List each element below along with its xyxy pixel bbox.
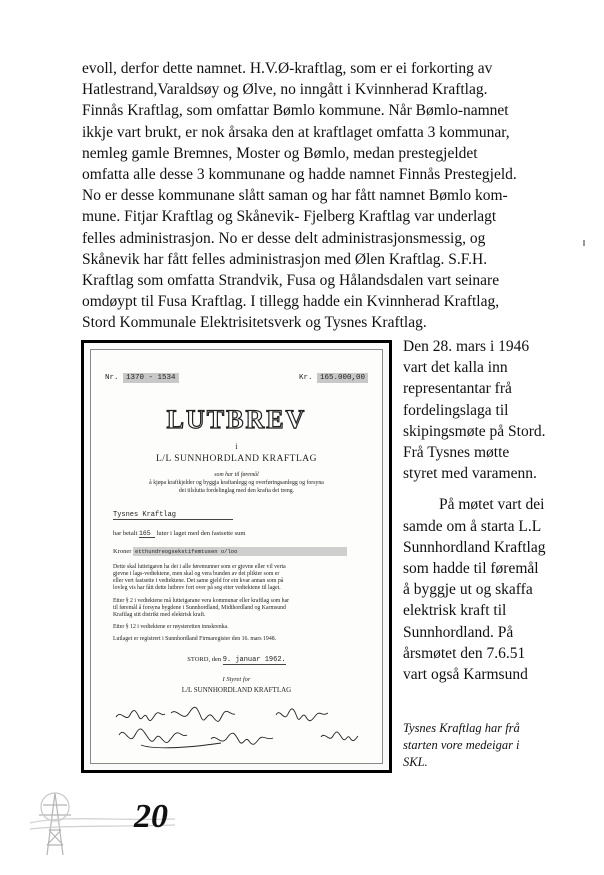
kroner-row: Kroner etthundreogsekstifemtusen o/loo: [113, 547, 360, 556]
side-line: samde om å starta L.L: [403, 517, 542, 535]
purpose-line: dei tilslutta fordelinglag med den krafta dei treng.: [178, 488, 295, 494]
signature: [276, 709, 328, 721]
share-certificate-figure: [81, 340, 392, 773]
caption-line: Tysnes Kraftlag har frå: [403, 721, 520, 735]
certificate-number-value: 1370 - 1534: [123, 373, 179, 383]
signature: [119, 729, 187, 743]
paid-row: har betalt 165 luter i laget med den fastsette sum: [113, 530, 246, 537]
signature: [141, 743, 221, 748]
side-line: Sunnhordland Kraftlag: [403, 538, 546, 556]
voting-line: Etter § 12 i vedtektene er røysteretten innskrenka.: [113, 624, 229, 630]
purpose-line: som har til føremål: [214, 472, 259, 478]
body-line: evoll, derfor dette namnet. H.V.Ø-kraftlag, som er ei forkorting av: [82, 60, 493, 77]
signature: [321, 732, 358, 741]
body-line: Finnås Kraftlag, som omfattar Bømlo kommune. Når Bømlo-namnet: [82, 102, 509, 120]
side-line: På møtet vart dei: [439, 496, 545, 514]
side-line: skipingsmøte på Stord.: [403, 422, 546, 440]
signature: [171, 707, 235, 721]
side-line: vart også Karmsund: [403, 666, 528, 684]
board-org: L/L SUNNHORDLAND KRAFTLAG: [181, 686, 292, 694]
bylaws-line: Kraftlag sitt distrikt med elektrisk kraft.: [113, 612, 206, 618]
caption-line: starten vore medeigar i: [403, 738, 520, 752]
body-line: No er desse kommunane slått saman og har fått namnet Bømlo kom-: [82, 187, 508, 205]
signatures: [111, 705, 376, 755]
purpose-line: å kjøpa kraftkjelder og byggja kraftanlegg og overføringsanlegg og forsyna: [149, 480, 324, 486]
side-line: Den 28. mars i 1946: [403, 338, 530, 355]
figure-caption: [403, 720, 583, 771]
side-line: Frå Tysnes møtte: [403, 444, 510, 462]
body-line: Skånevik har fått felles administrasjon med Ølen Kraftlag. S.F.H.: [82, 250, 488, 268]
bylaws-line: til føremål å forsyna bygdene i Sunnhordland, Midthordland og Karmsund: [113, 605, 286, 611]
side-line: som hadde til føremål: [403, 560, 539, 578]
side-line: representantar frå: [403, 380, 512, 398]
body-line: mune. Fitjar Kraftlag og Skånevik- Fjelberg Kraftlag var underlagt: [82, 208, 497, 226]
certificate-org: L/L SUNNHORDLAND KRAFTLAG: [156, 454, 317, 464]
scan-speck: [583, 240, 585, 246]
bylaws-line: Etter § 2 i vedtektene må lutteigarane vera kommunar eller kraftlag som har: [113, 598, 290, 604]
signature: [116, 711, 165, 721]
body-line: Stord Kommunale Elektrisitetsverk og Tysnes Kraftlag.: [82, 314, 427, 332]
side-line: elektrisk kraft til: [403, 602, 507, 620]
body-text: [82, 58, 552, 334]
board-label: I Styret for: [222, 676, 251, 683]
date-value: 9. januar 1962.: [222, 656, 286, 664]
holder-name: Tysnes Kraftlag: [113, 511, 233, 520]
side-line: Sunnhordland. På: [403, 623, 514, 641]
caption-line: SKL.: [403, 755, 428, 769]
body-line: Hatlestrand,Varaldsøy og Ølve, no inngått i Kvinnherad Kraftlag.: [82, 81, 488, 99]
body-line: omfatta alle desse 3 kommunane og hadde namnet Finnås Prestegjeld.: [82, 166, 517, 184]
page-number: 20: [134, 798, 168, 835]
side-line: fordelingslaga til: [403, 401, 509, 419]
registered-line: Lutlaget er registrert i Sunnhordland Firmaregister den 16. mars 1948.: [113, 636, 277, 642]
side-text: [403, 336, 593, 685]
certificate-amount-value: 165.000,00: [317, 373, 368, 383]
body-line: omdøypt til Fusa Kraftlag. I tillegg hadde ein Kvinnherad Kraftlag,: [82, 293, 500, 311]
certificate-i: i: [235, 442, 238, 451]
terms-line: lovleg vis har fått dette lutbrev fort over på seg etter vedtektene til laget.: [113, 585, 281, 591]
body-line: felles administrasjon. No er desse delt administrasjonsmessig, og: [82, 229, 486, 247]
terms-line: gjevne i lags-vedtektene, men skal og vera bunden av dei plikter som er: [113, 571, 280, 577]
terms-line: Dette skal lutteigaren ha dei i alle føremunner som er gjevne eller vil verta: [113, 564, 286, 570]
kroner-amount: etthundreogsekstifemtusen o/loo: [133, 547, 347, 556]
holder-row: [113, 510, 360, 520]
terms-line: eller vert fastsette i vedtektene. Det same gjeld for ein kvar annan som på: [113, 578, 284, 584]
place-date: STORD, den 9. januar 1962.: [187, 656, 286, 664]
body-line: Kraftlag som omfatta Strandvik, Fusa og Hålandsdalen vart seinare: [82, 272, 500, 290]
side-line: årsmøtet den 7.6.51: [403, 644, 526, 662]
body-line: nemleg gamle Bremnes, Moster og Bømlo, medan prestegjeldet: [82, 144, 478, 162]
paid-shares: 165: [139, 530, 155, 538]
body-line: ikkje vart brukt, er nok årsaka den at kraftlaget omfatta 3 kommunar,: [82, 123, 510, 141]
side-line: å byggje ut og skaffa: [403, 581, 533, 599]
side-line: styret med varamenn.: [403, 465, 537, 483]
certificate-number: Nr. 1370 - 1534: [105, 374, 179, 382]
side-line: vart det kalla inn: [403, 359, 508, 377]
certificate-amount: Kr. 165.000,00: [299, 374, 368, 382]
share-certificate: [90, 349, 383, 764]
certificate-title: LUTBREV: [166, 405, 307, 434]
